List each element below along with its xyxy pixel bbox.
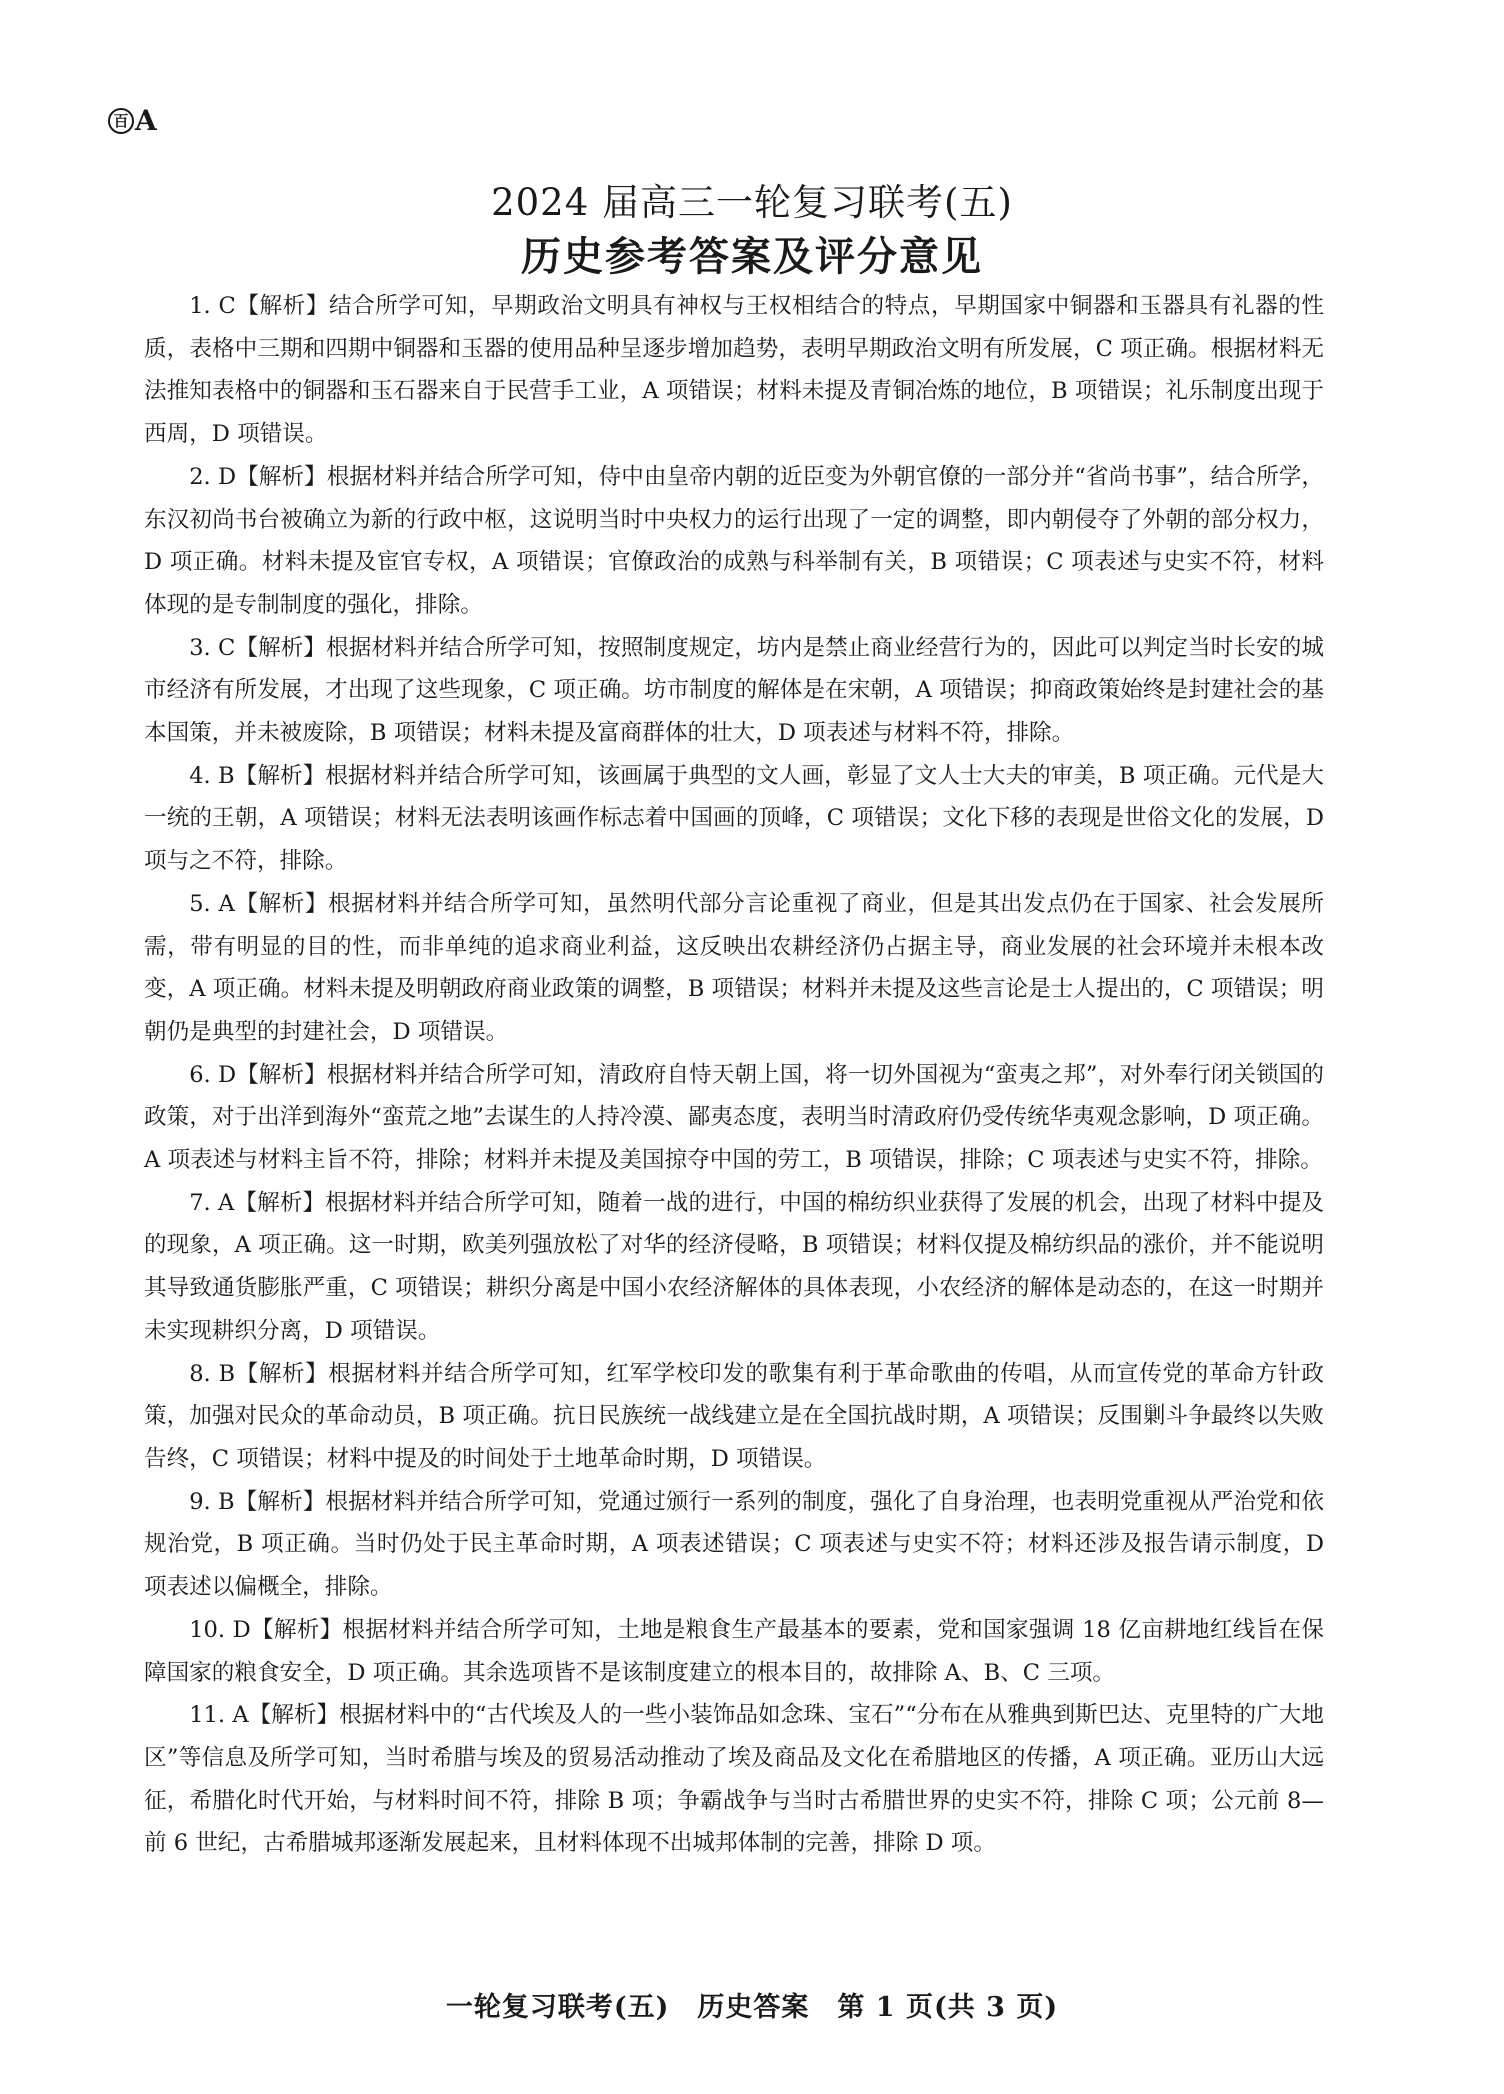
page-subtitle: 历史参考答案及评分意见 <box>521 233 983 280</box>
page-footer: 一轮复习联考(五) 历史答案 第 1 页(共 3 页) <box>445 1992 1059 2023</box>
answer-item-2: 2. D【解析】根据材料并结合所学可知，侍中由皇帝内朝的近臣变为外朝官僚的一部分并“省尚书事”，结合所学，东汉初尚书台被确立为新的行政中枢，这说明当时中央权力的运行出现了一定的调整，即内朝侵夺了外朝的部分权力，D 项正确。材料未提及宦官专权，A 项错误；官僚政治的成熟与科举制有关，B 项错误；C 项表述与史实不符，材料体现的是专制制度的强化，排除。 <box>144 463 1324 618</box>
answer-item-11: 11. A【解析】根据材料中的“古代埃及人的一些小装饰品如念珠、宝石”“分布在从雅典到斯巴达、克里特的广大地区”等信息及所学可知，当时希腊与埃及的贸易活动推动了埃及商品及文化在希腊地区的传播，A 项正确。亚历山大远征，希腊化时代开始，与材料时间不符，排除 B 项；争霸战争与当时古希腊世界的史实不符，排除 C 项；公元前 8—前 6 世纪，古希腊城邦逐渐发展起来，且材料体现不出城邦体制的完善，排除 D 项。 <box>144 1702 1324 1857</box>
answer-item-3: 3. C【解析】根据材料并结合所学可知，按照制度规定，坊内是禁止商业经营行为的，因此可以判定当时长安的城市经济有所发展，才出现了这些现象，C 项正确。坊市制度的解体是在宋朝，A 项错误；抑商政策始终是封建社会的基本国策，并未被废除，B 项错误；材料未提及富商群体的壮大，D 项表述与材料不符，排除。 <box>144 634 1324 747</box>
answer-item-9: 9. B【解析】根据材料并结合所学可知，党通过颁行一系列的制度，强化了自身治理，也表明党重视从严治党和依规治党，B 项正确。当时仍处于民主革命时期，A 项表述错误；C 项表述与史实不符；材料还涉及报告请示制度，D 项表述以偏概全，排除。 <box>144 1488 1324 1601</box>
answer-item-5: 5. A【解析】根据材料并结合所学可知，虽然明代部分言论重视了商业，但是其出发点仍在于国家、社会发展所需，带有明显的目的性，而非单纯的追求商业利益，这反映出农耕经济仍占据主导，商业发展的社会环境并未根本改变，A 项正确。材料未提及明朝政府商业政策的调整，B 项错误；材料并未提及这些言论是士人提出的，C 项错误；明朝仍是典型的封建社会，D 项错误。 <box>144 890 1324 1045</box>
answer-item-7: 7. A【解析】根据材料并结合所学可知，随着一战的进行，中国的棉纺织业获得了发展的机会，出现了材料中提及的现象，A 项正确。这一时期，欧美列强放松了对华的经济侵略，B 项错误；材料仅提及棉纺织品的涨价，并不能说明其导致通货膨胀严重，C 项错误；耕织分离是中国小农经济解体的具体表现，小农经济的解体是动态的，在这一时期并未实现耕织分离，D 项错误。 <box>144 1189 1324 1344</box>
logo-badge-icon: 百 <box>108 108 134 134</box>
answer-item-8: 8. B【解析】根据材料并结合所学可知，红军学校印发的歌集有利于革命歌曲的传唱，从而宣传党的革命方针政策，加强对民众的革命动员，B 项正确。抗日民族统一战线建立是在全国抗战时期，A 项错误；反围剿斗争最终以失败告终，C 项错误；材料中提及的时间处于土地革命时期，D 项错误。 <box>144 1360 1324 1472</box>
answer-item-10: 10. D【解析】根据材料并结合所学可知，土地是粮食生产最基本的要素，党和国家强调 18 亿亩耕地红线旨在保障国家的粮食安全，D 项正确。其余选项皆不是该制度建立的根本目的，故排除 A、B、C 三项。 <box>144 1616 1324 1686</box>
answer-list <box>144 285 1324 1865</box>
logo-letter: A <box>135 104 157 137</box>
answer-item-6: 6. D【解析】根据材料并结合所学可知，清政府自恃天朝上国，将一切外国视为“蛮夷之邦”，对外奉行闭关锁国的政策，对于出洋到海外“蛮荒之地”去谋生的人持冷漠、鄙夷态度，表明当时清政府仍受传统华夷观念影响，D 项正确。A 项表述与材料主旨不符，排除；材料并未提及美国掠夺中国的劳工，B 项错误，排除；C 项表述与史实不符，排除。 <box>144 1061 1324 1174</box>
answer-item-4: 4. B【解析】根据材料并结合所学可知，该画属于典型的文人画，彰显了文人士大夫的审美，B 项正确。元代是大一统的王朝，A 项错误；材料无法表明该画作标志着中国画的顶峰，C 项错误；文化下移的表现是世俗文化的发展，D 项与之不符，排除。 <box>144 762 1324 875</box>
answer-item-1: 1. C【解析】结合所学可知，早期政治文明具有神权与王权相结合的特点，早期国家中铜器和玉器具有礼器的性质，表格中三期和四期中铜器和玉器的使用品种呈逐步增加趋势，表明早期政治文明有所发展，C 项正确。根据材料无法推知表格中的铜器和玉石器来自于民营手工业，A 项错误；材料未提及青铜冶炼的地位，B 项错误；礼乐制度出现于西周，D 项错误。 <box>144 293 1324 448</box>
publisher-logo <box>108 104 157 137</box>
page-title: 2024 届高三一轮复习联考(五) <box>491 181 1013 224</box>
